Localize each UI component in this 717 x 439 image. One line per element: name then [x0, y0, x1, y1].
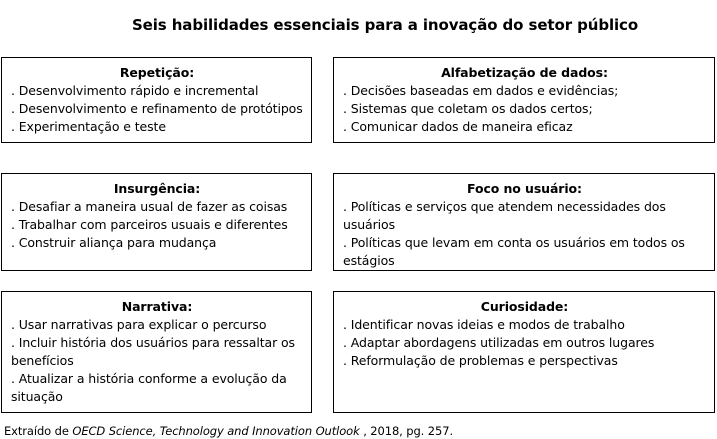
skill-item: . Identificar novas ideias e modos de trabalho: [343, 317, 625, 332]
skill-item: . Desenvolvimento e refinamento de protótipos: [11, 101, 303, 116]
skill-item-list: [11, 316, 303, 406]
skill-item: . Adaptar abordagens utilizadas em outros lugares: [343, 335, 655, 350]
skill-item: . Comunicar dados de maneira eficaz: [343, 119, 573, 134]
skill-item: . Desafiar a maneira usual de fazer as coisas: [11, 199, 288, 214]
skill-item: . Reformulação de problemas e perspectivas: [343, 353, 618, 368]
skill-item: . Desenvolvimento rápido e incremental: [11, 83, 259, 98]
skill-item: . Trabalhar com parceiros usuais e diferentes: [11, 217, 288, 232]
skill-box-title: Insurgência:: [113, 181, 201, 196]
skill-item: . Sistemas que coletam os dados certos;: [343, 101, 593, 116]
skill-item: . Decisões baseadas em dados e evidências;: [343, 83, 619, 98]
skill-box-title: Curiosidade:: [480, 299, 569, 314]
skill-item: . Incluir história dos usuários para ressaltar os benefícios: [11, 335, 295, 368]
skill-box-title: Alfabetização de dados:: [441, 65, 608, 80]
skill-item: . Usar narrativas para explicar o percurso: [11, 317, 267, 332]
skill-item: . Construir aliança para mudança: [11, 235, 217, 250]
skill-item-list: [11, 198, 303, 252]
skill-item: . Experimentação e teste: [11, 119, 166, 134]
source-suffix: , 2018, pg. 257.: [359, 424, 454, 438]
source-prefix: Extraído de: [4, 424, 73, 438]
skill-item-list: [343, 316, 706, 370]
skill-box-title: Repetição:: [119, 65, 195, 80]
skill-box-curiosidade: [333, 291, 715, 413]
skill-item: . Políticas que levam em conta os usuários em todos os estágios: [343, 235, 685, 268]
skill-box-narrativa: [1, 291, 312, 413]
skill-box-foco-no-usuario: [333, 173, 715, 271]
skill-box-insurgencia: [1, 173, 312, 271]
skill-box-title: Foco no usuário:: [467, 181, 582, 196]
skill-item-list: [11, 82, 303, 136]
skill-item: . Políticas e serviços que atendem necessidades dos usuários: [343, 199, 666, 232]
skill-box-title: Narrativa:: [121, 299, 193, 314]
skill-box-alfabetizacao: [333, 57, 715, 143]
page-title: Seis habilidades essenciais para a inovação do setor público: [131, 16, 639, 34]
source-caption: [4, 424, 453, 438]
source-publication: OECD Science, Technology and Innovation Outlook: [72, 424, 360, 438]
skill-item: . Atualizar a história conforme a evolução da situação: [11, 371, 287, 404]
skill-item-list: [343, 82, 706, 136]
skill-item-list: [343, 198, 706, 270]
skill-box-repeticao: [1, 57, 312, 143]
